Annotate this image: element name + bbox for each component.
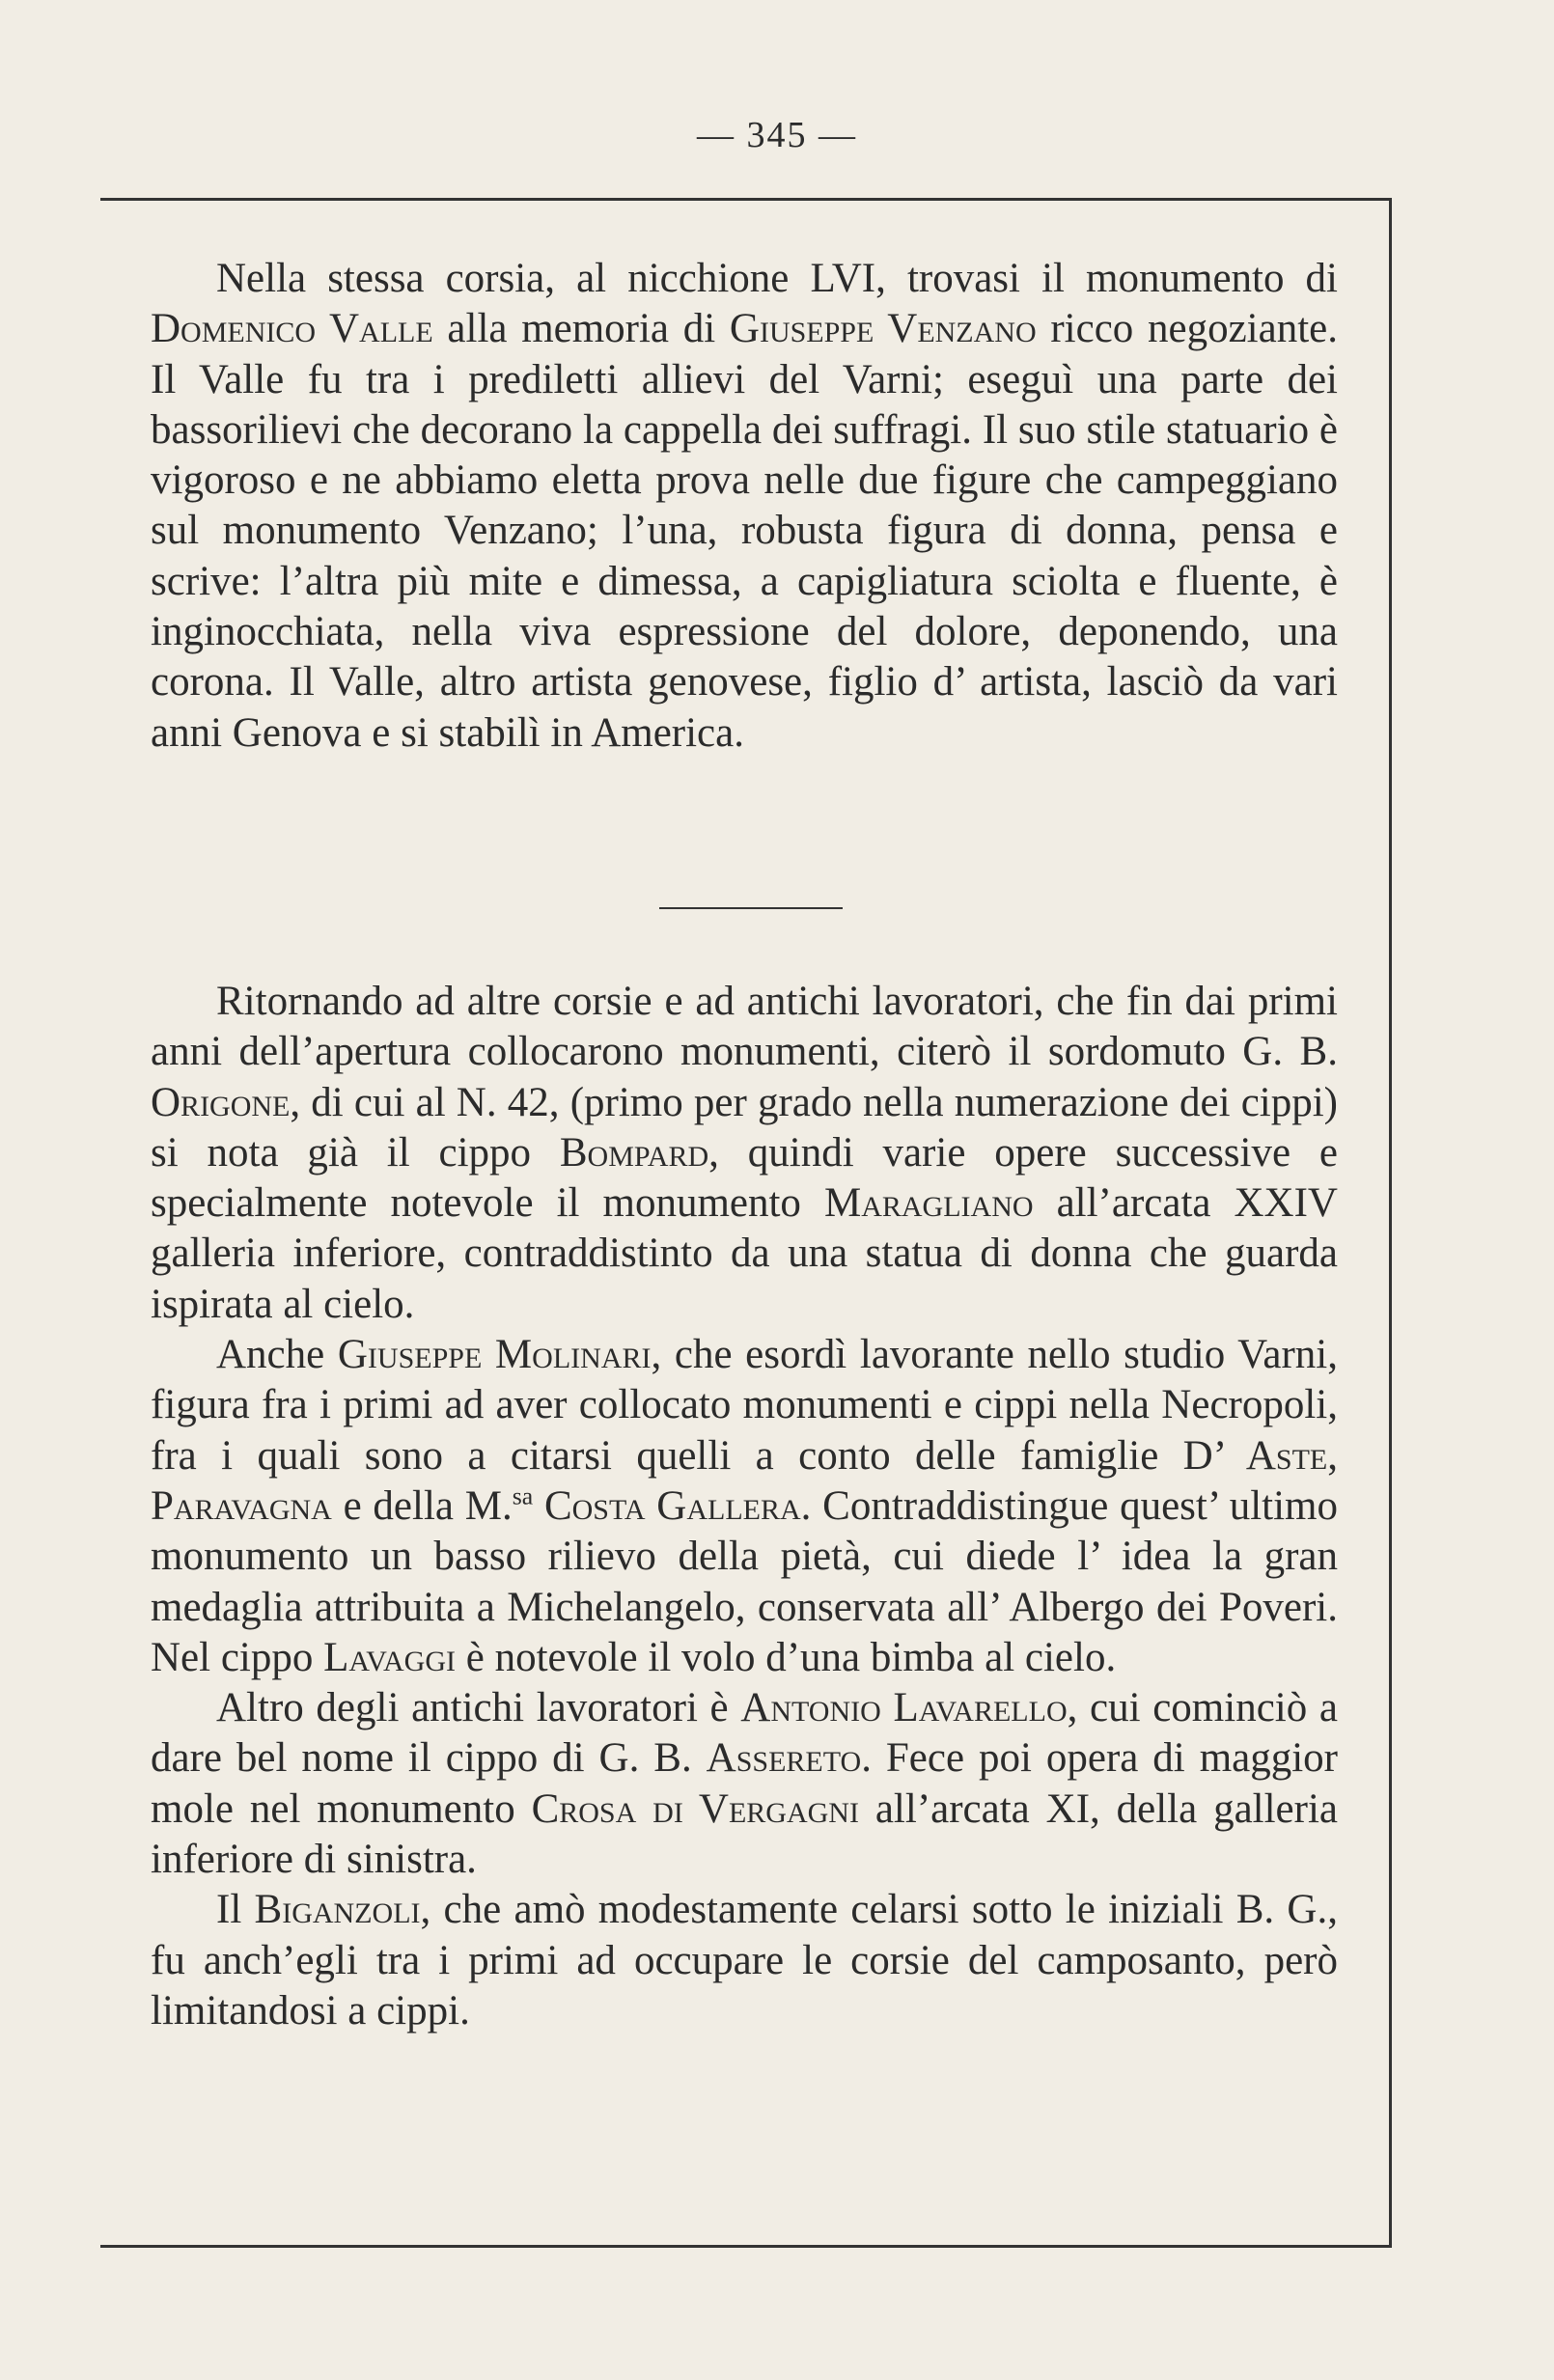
text-run: Anche <box>216 1332 338 1378</box>
page-number: — 345 — <box>697 115 857 155</box>
text-run: , che amò modestamente celarsi sotto le iniziali B. G., fu anch’egli tra i primi ad occupare le corsie del camposanto, però limitandosi a cippi. <box>151 1887 1338 2034</box>
top-section <box>151 254 1338 759</box>
proper-name: Biganzoli <box>254 1887 421 1933</box>
proper-name: Antonio Lavarello <box>740 1685 1068 1731</box>
text-run: Nella stessa corsia, al nicchione LVI, trovasi il monumento di <box>216 256 1338 301</box>
text-run: all’arcata XXIV galleria inferiore, contraddistinto da una statua di donna che guarda ispirata al cielo. <box>151 1180 1338 1327</box>
text-run: . Fece poi opera di maggior mole nel monumento <box>151 1735 1338 1832</box>
proper-name: Bompard <box>559 1129 709 1176</box>
text-run: , che esordì lavorante nello studio Varni, figura fra i primi ad aver collocato monumenti e cippi nella Necropoli, fra i quali sono a citarsi quelli a conto delle famiglie <box>151 1332 1338 1479</box>
section-divider <box>659 907 843 909</box>
proper-name: Costa Gallera <box>543 1482 801 1529</box>
paragraph <box>151 1330 1338 1683</box>
text-run: Il <box>216 1887 255 1933</box>
paragraph <box>151 1885 1338 2036</box>
paragraph <box>151 1683 1338 1885</box>
text-run: e della M. <box>331 1482 513 1529</box>
bottom-section <box>151 977 1338 2036</box>
text-run: , <box>1327 1432 1339 1479</box>
text-run: Ritornando ad altre corsie e ad antichi lavoratori, che fin dai primi anni dell’apertura collocarono monumenti, citerò il sordomuto G. B. <box>151 979 1338 1075</box>
paragraph <box>151 977 1338 1330</box>
text-run: è notevole il volo d’una bimba al cielo. <box>455 1634 1117 1680</box>
proper-name: Giuseppe Molinari <box>337 1332 652 1378</box>
text-run: ricco negoziante. Il Valle fu tra i prediletti allievi del Varni; eseguì una parte dei bassorilievi che decorano la cappella dei suffragi. Il suo stile statuario è vigoroso e ne abbiamo eletta prova nelle due figure che campeggiano sul monumento Venzano; l’una, robusta figura di donna, pensa e scrive: l’altra più mite e dimessa, a capigliatura sciolta e fluente, è inginocchiata, nella viva espressione del dolore, deponendo, una corona. Il Valle, altro artista genovese, figlio d’ artista, lasciò da vari anni Genova e si stabilì in America. <box>151 306 1338 756</box>
text-run: alla memoria di <box>432 306 730 352</box>
text-run: , di cui al N. 42, (primo per grado nella numerazione dei cippi) si nota già il cippo <box>151 1079 1338 1176</box>
text-run: . Contraddistingue quest’ ultimo monumento un basso rilievo della pietà, cui diede l’ idea la gran medaglia attribuita a Michelangelo, conservata all’ Albergo dei Poveri. Nel cippo <box>151 1482 1338 1680</box>
text-run: all’arcata XI, della galleria inferiore di sinistra. <box>151 1785 1338 1883</box>
text-run <box>533 1483 544 1529</box>
proper-name: Origone <box>151 1079 291 1125</box>
proper-name: Maragliano <box>823 1180 1034 1227</box>
proper-name: Lavaggi <box>323 1634 456 1680</box>
proper-name: Domenico Valle <box>151 306 433 352</box>
text-run: Altro degli antichi lavoratori è <box>216 1685 741 1731</box>
superscript: sa <box>512 1481 534 1510</box>
text-run: , quindi varie opere successive e specialmente notevole il monumento <box>151 1129 1338 1227</box>
text-run: , cui cominciò a dare bel nome il cippo di G. B. <box>151 1685 1338 1782</box>
proper-name: Assereto <box>706 1735 862 1782</box>
proper-name: Paravagna <box>151 1482 332 1529</box>
proper-name: D’ Aste <box>1182 1432 1328 1479</box>
proper-name: Crosa di Vergagni <box>531 1785 859 1832</box>
proper-name: Giuseppe Venzano <box>729 306 1037 352</box>
paragraph <box>151 254 1338 759</box>
